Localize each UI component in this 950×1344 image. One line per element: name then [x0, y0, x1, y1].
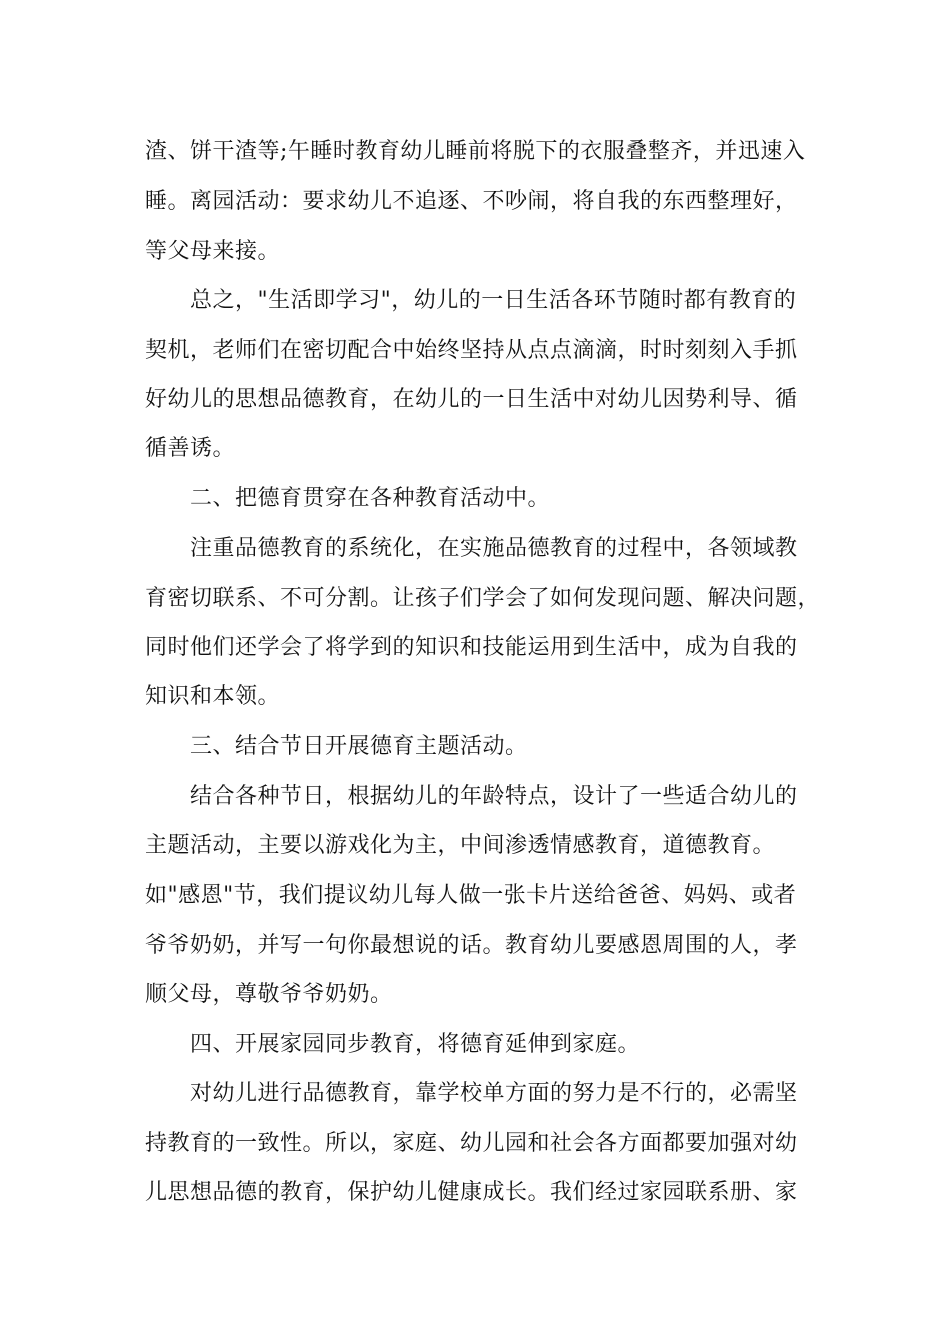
text-line: 循善诱。	[145, 436, 236, 461]
text-line: 同时他们还学会了将学到的知识和技能运用到生活中，成为自我的	[145, 635, 798, 660]
paragraph-start-line: 总之，"生活即学习"，幼儿的一日生活各环节随时都有教育的	[190, 288, 797, 313]
text-line: 契机，老师们在密切配合中始终坚持从点点滴滴，时时刻刻入手抓	[145, 338, 798, 363]
paragraph-start-line: 结合各种节日，根据幼儿的年龄特点，设计了一些适合幼儿的	[190, 784, 798, 809]
text-line: 如"感恩"节，我们提议幼儿每人做一张卡片送给爸爸、妈妈、或者	[145, 883, 797, 908]
text-line: 顺父母，尊敬爷爷奶奶。	[145, 982, 393, 1007]
text-line: 爷爷奶奶，并写一句你最想说的话。教育幼儿要感恩周围的人，孝	[145, 933, 798, 958]
text-line: 持教育的一致性。所以，家庭、幼儿园和社会各方面都要加强对幼	[145, 1131, 798, 1156]
text-line: 渣、饼干渣等;午睡时教育幼儿睡前将脱下的衣服叠整齐，并迅速入	[145, 139, 806, 164]
text-line: 等父母来接。	[145, 239, 281, 264]
section-heading: 四、开展家园同步教育，将德育延伸到家庭。	[190, 1032, 641, 1057]
section-heading: 三、结合节日开展德育主题活动。	[190, 734, 528, 759]
text-line: 睡。离园活动：要求幼儿不追逐、不吵闹，将自我的东西整理好，	[145, 189, 798, 214]
text-line: 育密切联系、不可分割。让孩子们学会了如何发现问题、解决问题，	[145, 586, 821, 611]
text-line: 儿思想品德的教育，保护幼儿健康成长。我们经过家园联系册、家	[145, 1180, 798, 1205]
paragraph-start-line: 对幼儿进行品德教育，靠学校单方面的努力是不行的，必需坚	[190, 1081, 798, 1106]
section-heading: 二、把德育贯穿在各种教育活动中。	[190, 486, 551, 511]
paragraph-start-line: 注重品德教育的系统化，在实施品德教育的过程中，各领域教	[190, 536, 798, 561]
text-line: 主题活动，主要以游戏化为主，中间渗透情感教育，道德教育。	[145, 833, 776, 858]
text-line: 好幼儿的思想品德教育，在幼儿的一日生活中对幼儿因势利导、循	[145, 387, 798, 412]
text-line: 知识和本领。	[145, 684, 281, 709]
